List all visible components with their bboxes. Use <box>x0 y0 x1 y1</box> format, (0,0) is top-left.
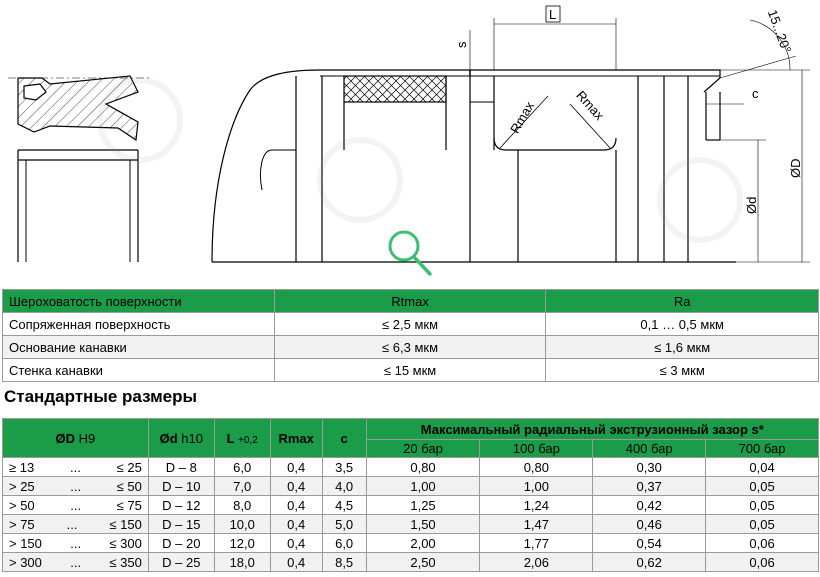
header-rmax: Rmax <box>270 419 322 458</box>
range-dots: ... <box>66 516 78 532</box>
cell-c: 3,5 <box>322 458 366 477</box>
table-row <box>3 458 819 477</box>
seal-profile <box>8 76 150 262</box>
range-from: > 75 <box>9 516 35 532</box>
table-row <box>3 553 819 572</box>
header-c: c <box>322 419 366 458</box>
header-pressure: 20 бар <box>366 440 480 458</box>
table-row <box>3 359 819 382</box>
cell-c: 4,5 <box>322 496 366 515</box>
table-cell: ≤ 2,5 мкм <box>274 313 546 336</box>
dimension-label-rmax-left: Rmax <box>507 98 538 136</box>
sizes-header-row <box>3 419 819 440</box>
cell-L: 8,0 <box>214 496 270 515</box>
range-dots: ... <box>70 535 82 551</box>
cell-d: D – 8 <box>148 458 214 477</box>
dimension-label-rmax-right: Rmax <box>573 87 608 123</box>
cell-gap: 0,05 <box>706 515 819 534</box>
cell-gap: 2,50 <box>366 553 480 572</box>
cell-D-range <box>3 496 149 515</box>
standard-sizes-table <box>2 418 819 572</box>
range-from: > 50 <box>9 497 35 513</box>
range-from: ≥ 13 <box>9 459 35 475</box>
technical-drawing <box>0 0 820 285</box>
cell-d: D – 25 <box>148 553 214 572</box>
range-to: ≤ 300 <box>109 535 142 551</box>
cell-gap: 0,04 <box>706 458 819 477</box>
header-pressure: 400 бар <box>593 440 706 458</box>
cell-d: D – 10 <box>148 477 214 496</box>
range-to: ≤ 75 <box>116 497 142 513</box>
zoom-icon[interactable] <box>390 232 430 274</box>
roughness-header-surface: Шероховатость поверхности <box>3 290 275 313</box>
cell-rmax: 0,4 <box>270 534 322 553</box>
roughness-table <box>2 289 819 382</box>
dimension-label-d: Ød <box>744 196 759 214</box>
cell-L: 12,0 <box>214 534 270 553</box>
cell-c: 4,0 <box>322 477 366 496</box>
cell-gap: 1,24 <box>480 496 593 515</box>
range-from: > 150 <box>9 535 42 551</box>
cell-rmax: 0,4 <box>270 496 322 515</box>
table-cell: ≤ 1,6 мкм <box>546 336 819 359</box>
housing-profile <box>212 6 810 262</box>
cell-gap: 0,05 <box>706 496 819 515</box>
cell-D-range <box>3 477 149 496</box>
range-to: ≤ 150 <box>109 516 142 532</box>
range-dots: ... <box>70 497 82 513</box>
cell-gap: 0,05 <box>706 477 819 496</box>
cell-gap: 0,30 <box>593 458 706 477</box>
range-dots: ... <box>70 459 81 475</box>
cell-gap: 1,77 <box>480 534 593 553</box>
table-cell: ≤ 6,3 мкм <box>274 336 546 359</box>
cell-L: 6,0 <box>214 458 270 477</box>
cell-gap: 0,42 <box>593 496 706 515</box>
cell-gap: 0,37 <box>593 477 706 496</box>
cell-gap: 0,80 <box>366 458 480 477</box>
cell-gap: 1,47 <box>480 515 593 534</box>
cell-rmax: 0,4 <box>270 477 322 496</box>
dimension-label-s: s <box>454 41 469 48</box>
table-cell: Основание канавки <box>3 336 275 359</box>
cell-L: 7,0 <box>214 477 270 496</box>
range-dots: ... <box>70 478 82 494</box>
cell-D-range <box>3 534 149 553</box>
cell-rmax: 0,4 <box>270 553 322 572</box>
cell-c: 6,0 <box>322 534 366 553</box>
range-to: ≤ 25 <box>116 459 142 475</box>
header-extrusion-gap: Максимальный радиальный экструзионный зазор s* <box>366 419 818 440</box>
cell-gap: 0,46 <box>593 515 706 534</box>
roughness-header-ra: Ra <box>546 290 819 313</box>
cell-gap: 0,62 <box>593 553 706 572</box>
cell-gap: 0,54 <box>593 534 706 553</box>
table-row <box>3 336 819 359</box>
cell-gap: 2,00 <box>366 534 480 553</box>
range-dots: ... <box>70 554 82 570</box>
table-row <box>3 313 819 336</box>
dimension-label-L: L <box>549 7 557 22</box>
header-D: ØD H9 <box>3 419 149 458</box>
range-from: > 25 <box>9 478 35 494</box>
table-row <box>3 515 819 534</box>
sizes-body <box>3 458 819 572</box>
table-cell: ≤ 3 мкм <box>546 359 819 382</box>
cell-D-range <box>3 553 149 572</box>
header-pressure: 700 бар <box>706 440 819 458</box>
range-to: ≤ 350 <box>109 554 142 570</box>
cell-rmax: 0,4 <box>270 458 322 477</box>
range-from: > 300 <box>9 554 42 570</box>
cell-d: D – 15 <box>148 515 214 534</box>
cell-gap: 1,00 <box>480 477 593 496</box>
cell-d: D – 20 <box>148 534 214 553</box>
cell-D-range <box>3 458 149 477</box>
cell-L: 18,0 <box>214 553 270 572</box>
cell-D-range <box>3 515 149 534</box>
cell-gap: 0,80 <box>480 458 593 477</box>
range-to: ≤ 50 <box>116 478 142 494</box>
dimension-label-angle: 15...20° <box>764 7 795 56</box>
header-pressure: 100 бар <box>480 440 593 458</box>
watermark-logo <box>100 80 740 240</box>
table-cell: Сопряженная поверхность <box>3 313 275 336</box>
table-cell: ≤ 15 мкм <box>274 359 546 382</box>
table-row <box>3 534 819 553</box>
roughness-header-row <box>3 290 819 313</box>
roughness-header-rtmax: Rtmax <box>274 290 546 313</box>
cell-gap: 1,25 <box>366 496 480 515</box>
cell-c: 5,0 <box>322 515 366 534</box>
cell-d: D – 12 <box>148 496 214 515</box>
dimension-label-c: c <box>752 86 759 101</box>
dimension-label-D: ØD <box>788 158 803 178</box>
header-L: L +0,2 <box>214 419 270 458</box>
table-row <box>3 496 819 515</box>
header-d: Ød h10 <box>148 419 214 458</box>
cell-L: 10,0 <box>214 515 270 534</box>
table-cell: 0,1 … 0,5 мкм <box>546 313 819 336</box>
table-cell: Стенка канавки <box>3 359 275 382</box>
cell-gap: 0,06 <box>706 534 819 553</box>
cell-c: 8,5 <box>322 553 366 572</box>
section-title: Стандартные размеры <box>4 387 198 406</box>
table-row <box>3 477 819 496</box>
cell-gap: 1,00 <box>366 477 480 496</box>
cell-rmax: 0,4 <box>270 515 322 534</box>
cell-gap: 0,06 <box>706 553 819 572</box>
cell-gap: 2,06 <box>480 553 593 572</box>
cell-gap: 1,50 <box>366 515 480 534</box>
